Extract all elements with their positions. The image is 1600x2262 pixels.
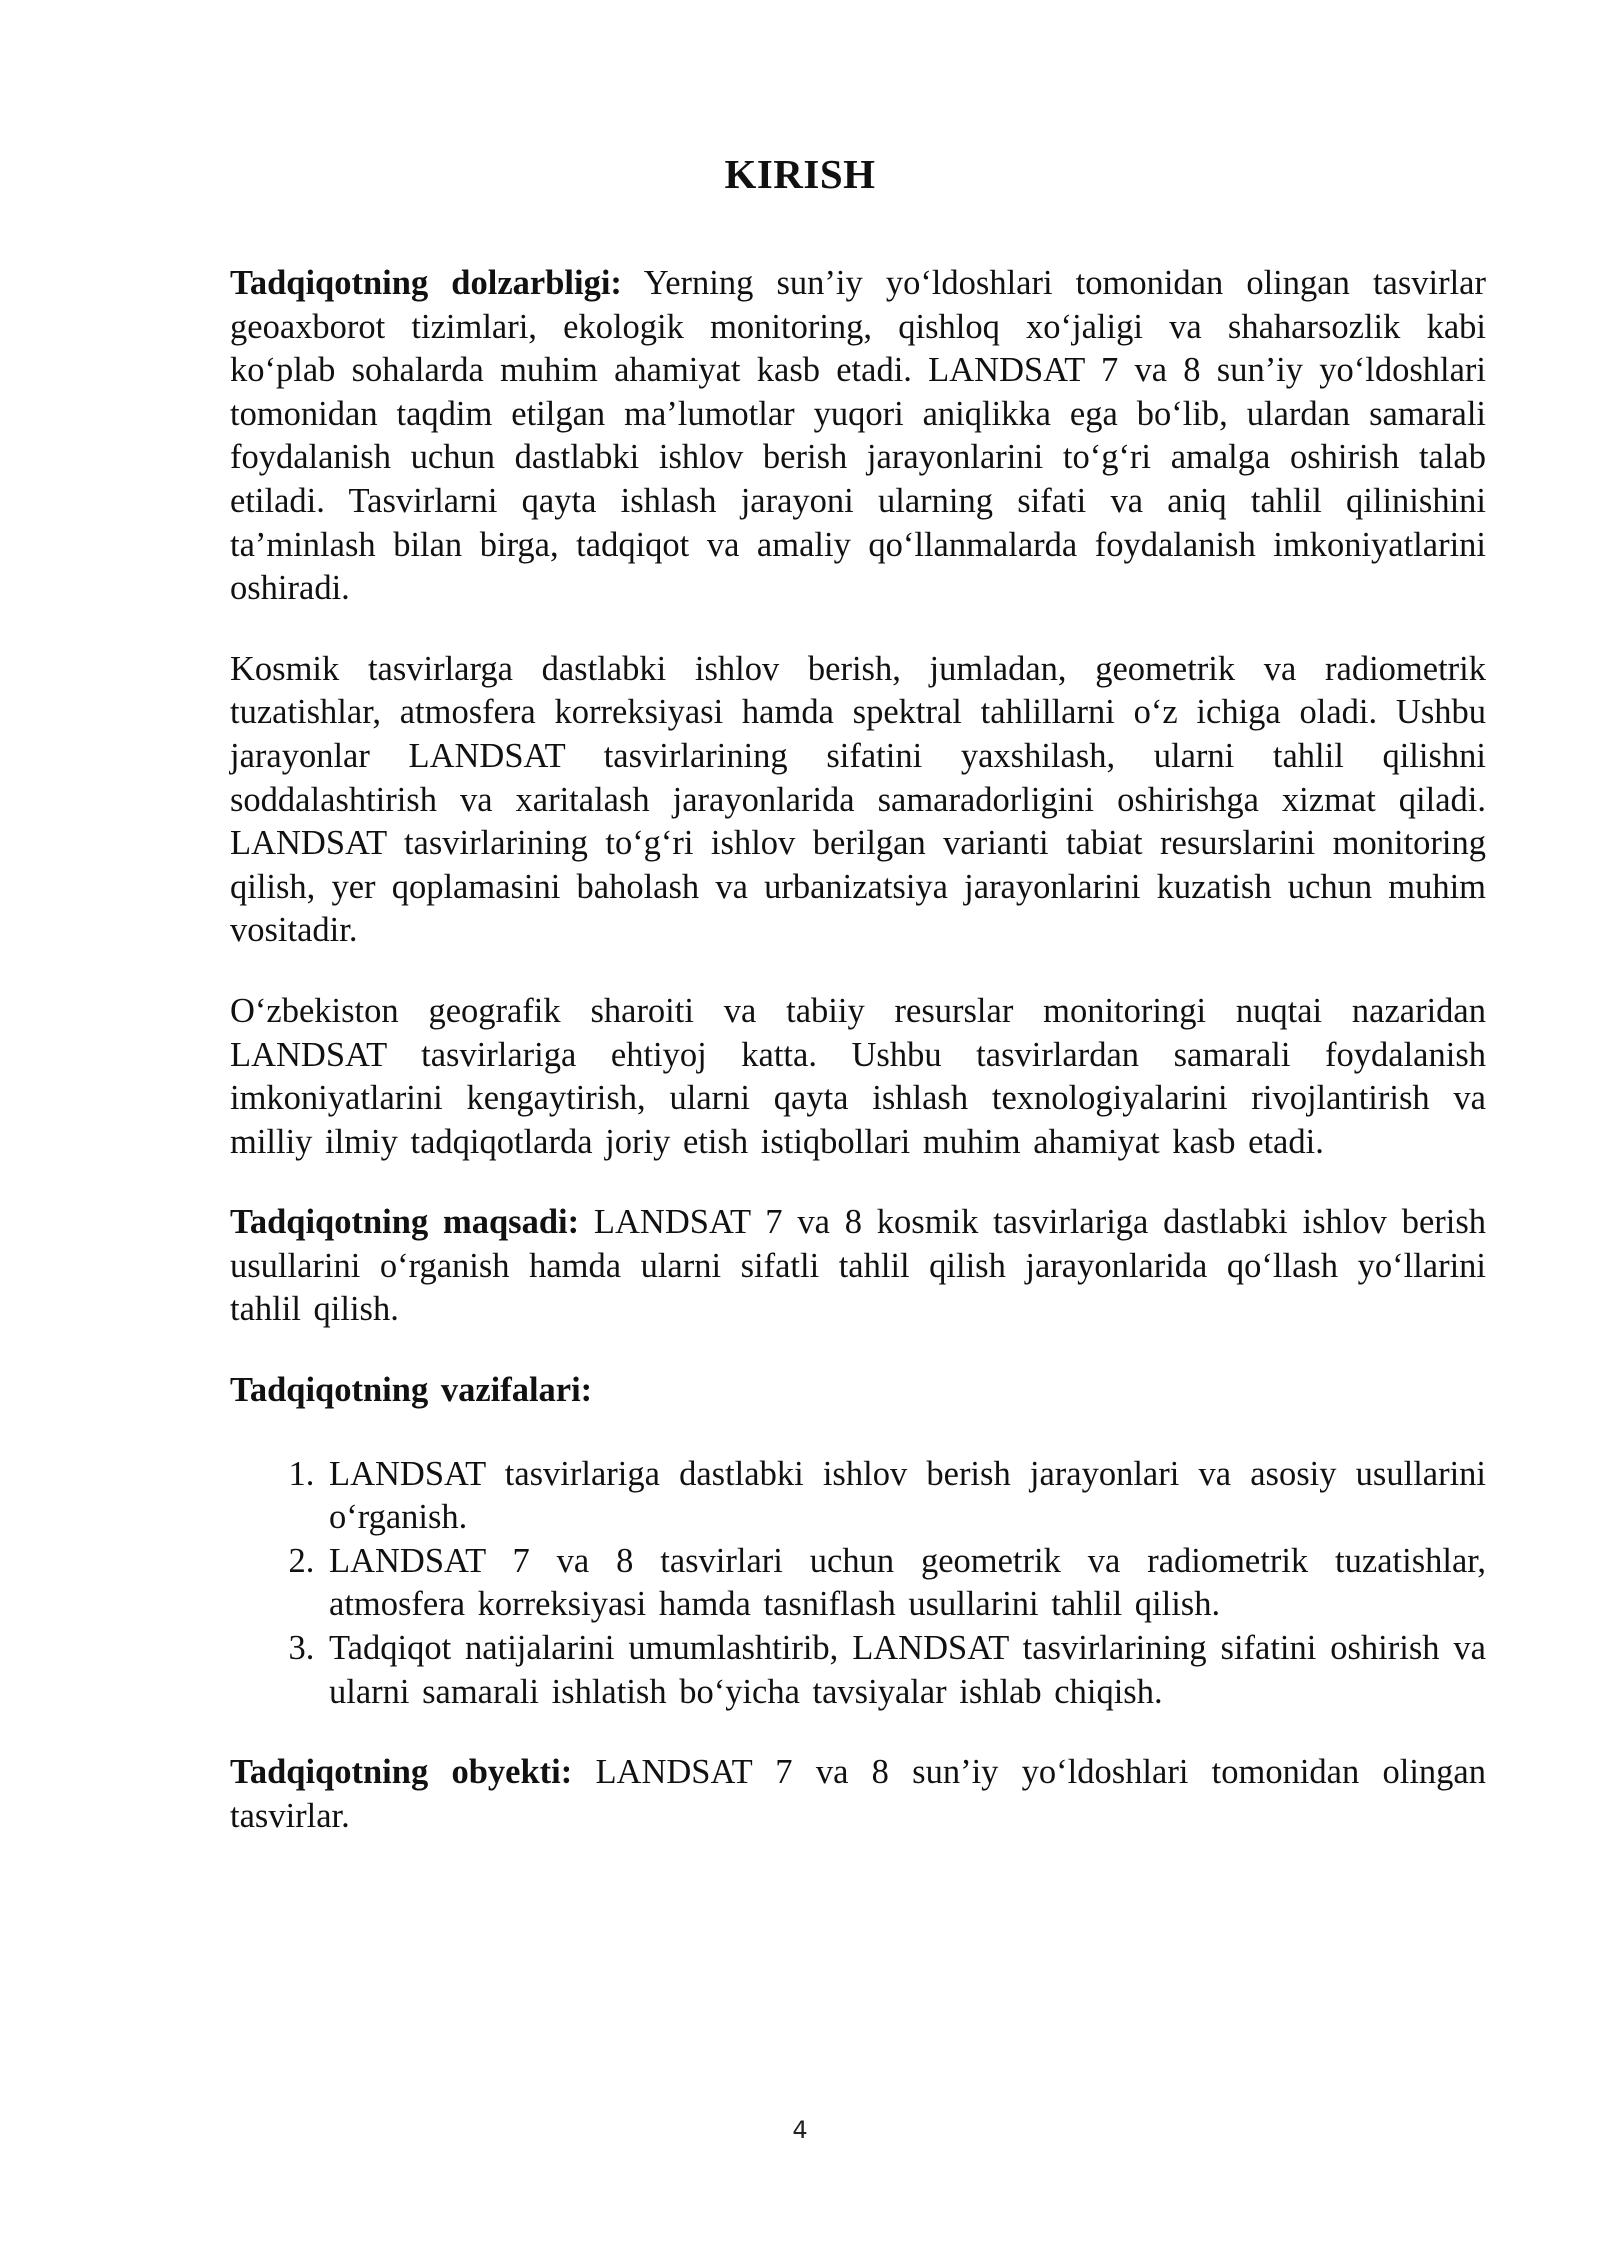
object-text: LANDSAT 7 va 8 sun’iy yo‘ldoshlari tomonidan olingan tasvirlar. xyxy=(230,1753,1486,1835)
goal-heading: Tadqiqotning maqsadi: xyxy=(230,1203,580,1242)
uzbekistan-paragraph: O‘zbekiston geografik sharoiti va tabiiy resurslar monitoringi nuqtai nazaridan LANDSAT tasvirlariga ehtiyoj katta. Ushbu tasvirlardan samarali foydalanish imkoniyatlarini kengaytirish, ularni qayta ishlash texnologiyalarini rivojlantirish va milliy ilmiy tadqiqotlarda joriy etish istiqbollari muhim ahamiyat kasb etadi. xyxy=(230,991,1486,1161)
tasks-list xyxy=(230,1453,1486,1715)
list-item: 3. Tadqiqot natijalarini umumlashtirib, LANDSAT tasvirlarining sifatini oshirish va ularni samarali ishlatish bo‘yicha tavsiyalar ishlab chiqish. xyxy=(327,1627,1486,1714)
page-title: KIRISH xyxy=(724,151,876,197)
goal-text: LANDSAT 7 va 8 kosmik tasvirlariga dastlabki ishlov berish usullarini o‘rganish hamda ularni sifatli tahlil qilish jarayonlarida qo‘llash yo‘llarini tahlil qilish. xyxy=(230,1203,1487,1329)
document-body xyxy=(230,262,1486,1875)
relevance-paragraph xyxy=(230,262,1486,611)
list-item: 2. LANDSAT 7 va 8 tasvirlari uchun geometrik va radiometrik tuzatishlar, atmosfera korreksiyasi hamda tasniflash usullarini tahlil qilish. xyxy=(327,1540,1486,1627)
object-paragraph xyxy=(230,1751,1486,1838)
relevance-heading: Tadqiqotning dolzarbligi: xyxy=(230,264,622,302)
goal-paragraph xyxy=(230,1201,1486,1332)
tasks-heading-paragraph xyxy=(230,1369,1486,1413)
object-heading: Tadqiqotning obyekti: xyxy=(230,1753,573,1792)
relevance-text: Yerning sun’iy yo‘ldoshlari tomonidan olingan tasvirlar geoaxborot tizimlari, ekologik monitoring, qishloq xo‘jaligi va shaharsozlik kabi ko‘plab sohalarda muhim ahamiyat kasb etadi. LANDSAT 7 va 8 sun’iy yo‘ldoshlari tomonidan taqdim etilgan ma’lumotlar yuqori aniqlikka ega bo‘lib, ulardan samarali foydalanish uchun dastlabki ishlov berish jarayonlarini to‘g‘ri amalga oshirish talab etiladi. Tasvirlarni qayta ishlash jarayoni ularning sifati va aniq tahlil qilinishini ta’minlash bilan birga, tadqiqot va amaliy qo‘llanmalarda foydalanish imkoniyatlarini oshiradi. xyxy=(230,264,1486,608)
tasks-heading: Tadqiqotning vazifalari: xyxy=(230,1371,593,1410)
processing-paragraph: Kosmik tasvirlarga dastlabki ishlov berish, jumladan, geometrik va radiometrik tuzatishlar, atmosfera korreksiyasi hamda spektral tahlillarni o‘z ichiga oladi. Ushbu jarayonlar LANDSAT tasvirlarining sifatini yaxshilash, ularni tahlil qilishni soddalashtirish va xaritalash jarayonlarida samaradorligini oshirishga xizmat qiladi. LANDSAT tasvirlarining to‘g‘ri ishlov berilgan varianti tabiat resurslarini monitoring qilish, yer qoplamasini baholash va urbanizatsiya jarayonlarini kuzatish uchun muhim vositadir. xyxy=(230,649,1486,950)
list-item: 1. LANDSAT tasvirlariga dastlabki ishlov berish jarayonlari va asosiy usullarini o‘rganish. xyxy=(327,1453,1486,1540)
page-number: 4 xyxy=(792,2116,808,2144)
